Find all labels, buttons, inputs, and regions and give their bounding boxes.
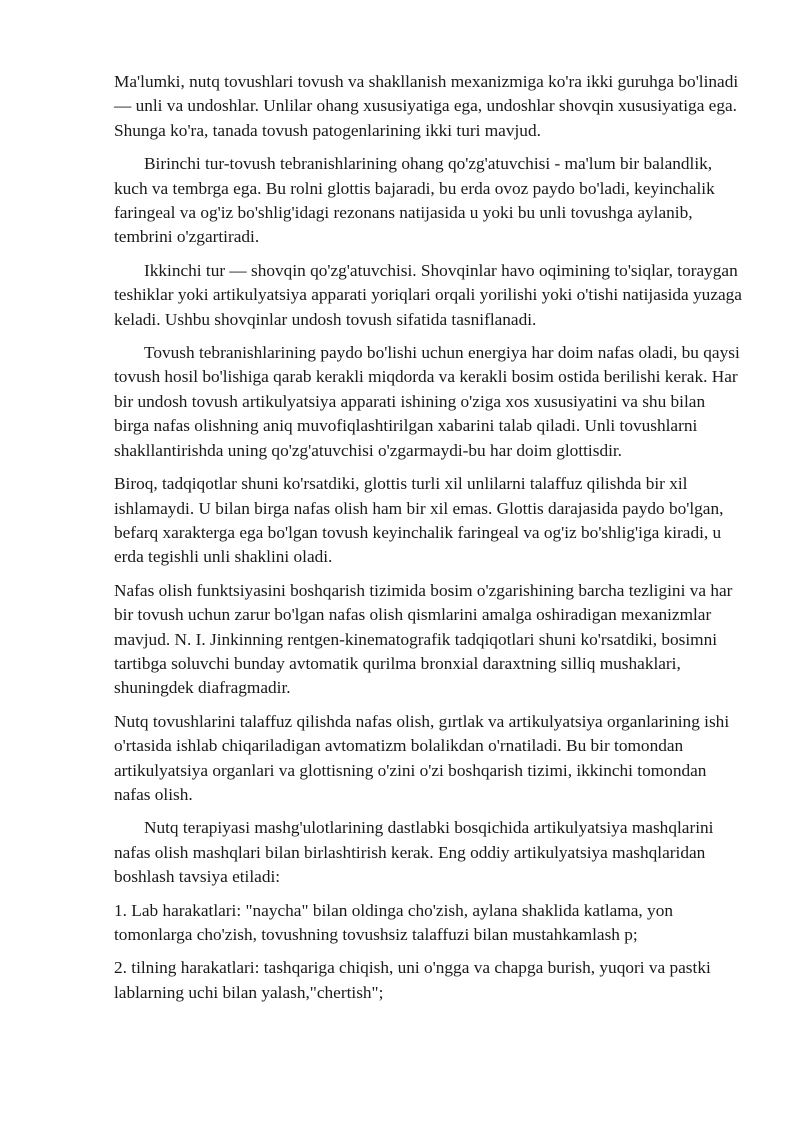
paragraph-6: Nafas olish funktsiyasini boshqarish tizimida bosim o'zgarishining barcha tezligini va har bir tovush uchun zarur bo'lgan nafas olish qismlarini amalga oshiradigan mexanizmlar mavjud. N. I. Jinkinning rentgen-kinematografik tadqiqotlari shuni ko'rsatdiki, bosimni tartibga soluvchi bunday avtomatik qurilma bronxial daraxtning silliq mushaklari, shuningdek diafragmadir. (114, 580, 733, 698)
paragraph-4: Tovush tebranishlarining paydo bo'lishi uchun energiya har doim nafas oladi, bu qaysi tovush hosil bo'lishiga qarab kerakli miqdorda va kerakli bosim ostida berilishi kerak. Har bir undosh tovush artikulyatsiya apparati ishining o'ziga xos xususiyatini va shu bilan birga nafas olishning aniq muvofiqlashtirilgan xabarini talab qiladi. Unli tovushlarni shakllantirishda uning qo'zg'atuvchisi o'zgarmaydi-bu har doim glottisdir. (114, 343, 740, 460)
paragraph-1: Ma'lumki, nutq tovushlari tovush va shakllanish mexanizmiga ko'ra ikki guruhga bo'linadi — unli va undoshlar. Unlilar ohang xususiyatiga ega, undoshlar shovqin xususiyatiga ega. Shunga ko'ra, tanada tovush patogenlarining ikki turi mavjud. (114, 72, 739, 140)
paragraph-3: Ikkinchi tur — shovqin qo'zg'atuvchisi. Shovqinlar havo oqimining to'siqlar, toraygan teshiklar yoki artikulyatsiya apparati yoriqlari orqali yorilishi yoki o'tishi natijasida yuzaga keladi. Ushbu shovqinlar undosh tovush sifatida tasniflanadi. (114, 260, 742, 329)
paragraph-2: Birinchi tur-tovush tebranishlarining ohang qo'zg'atuvchisi - ma'lum bir balandlik, kuch va tembrga ega. Bu rolni glottis bajaradi, bu erda ovoz paydo bo'ladi, keyinchalik faringeal va og'iz bo'shlig'idagi rezonans natijasida u yoki bu unli tovushga aylanib, tembrini o'zgartiradi. (114, 154, 715, 247)
document-page (114, 70, 742, 1014)
paragraph-5: Biroq, tadqiqotlar shuni ko'rsatdiki, glottis turli xil unlilarni talaffuz qilishda bir xil ishlamaydi. U bilan birga nafas olish ham bir xil emas. Glottis darajasida paydo bo'lgan, befarq xarakterga ega bo'lgan tovush keyinchalik faringeal va og'iz bo'shlig'iga kiradi, u erda tegishli unli shaklini oladi. (114, 474, 724, 567)
list-item-1: 1. Lab harakatlari: "naycha" bilan oldinga cho'zish, aylana shaklida katlama, yon tomonlarga cho'zish, tovushning tovushsiz talaffuzi bilan mustahkamlash p; (114, 900, 673, 944)
paragraph-8: Nutq terapiyasi mashg'ulotlarining dastlabki bosqichida artikulyatsiya mashqlarini nafas olish mashqlari bilan birlashtirish kerak. Eng oddiy artikulyatsiya mashqlaridan boshlash tavsiya etiladi: (114, 818, 714, 887)
paragraph-7: Nutq tovushlarini talaffuz qilishda nafas olish, gırtlak va artikulyatsiya organlarining ishi o'rtasida ishlab chiqariladigan avtomatizm bolalikdan o'rnatiladi. Bu bir tomondan artikulyatsiya organlari va glottisning o'zini o'zi boshqarish tizimi, ikkinchi tomondan nafas olish. (114, 711, 730, 804)
list-item-2: 2. tilning harakatlari: tashqariga chiqish, uni o'ngga va chapga burish, yuqori va pastki lablarning uchi bilan yalash,"chertish"; (114, 958, 711, 1002)
